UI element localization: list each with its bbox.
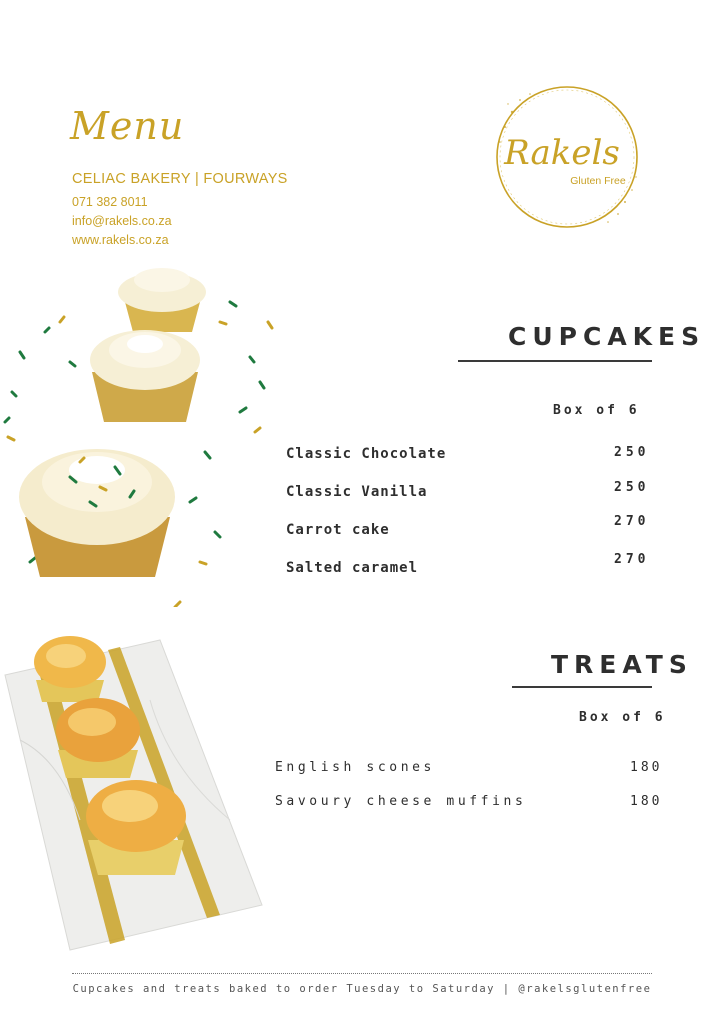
logo-brand: Rakels — [504, 133, 620, 173]
menu-title: Menu — [70, 104, 185, 148]
muffin-2 — [56, 698, 140, 778]
phone-number[interactable]: 071 382 8011 — [72, 195, 148, 209]
cupcake-item-name: Classic Chocolate — [286, 446, 447, 462]
treats-heading: TREATS — [551, 650, 693, 679]
cupcake-item-name: Salted caramel — [286, 560, 419, 576]
logo-tagline: Gluten Free — [570, 175, 626, 187]
footer-note: Cupcakes and treats baked to order Tuesday to Saturday | @rakelsglutenfree — [72, 983, 652, 995]
cupcake-middle — [90, 330, 200, 422]
cupcake-item-price: 270 — [614, 552, 650, 567]
muffin-3 — [86, 780, 186, 875]
treat-item-price: 180 — [630, 794, 663, 809]
website-link[interactable]: www.rakels.co.za — [72, 233, 169, 247]
cupcake-front — [19, 449, 175, 577]
cupcakes-heading: CUPCAKES — [508, 322, 706, 351]
treat-item-price: 180 — [630, 760, 663, 775]
bakery-subtitle: CELIAC BAKERY | FOURWAYS — [72, 171, 288, 187]
cupcakes-photo — [0, 262, 280, 607]
treats-box-label: Box of 6 — [579, 710, 666, 725]
cupcake-item-name: Carrot cake — [286, 522, 390, 538]
muffins-photo — [0, 620, 270, 965]
treats-divider — [512, 686, 652, 688]
cupcake-item-name: Classic Vanilla — [286, 484, 428, 500]
email-link[interactable]: info@rakels.co.za — [72, 214, 172, 228]
cupcake-top — [118, 268, 206, 332]
cupcake-item-price: 250 — [614, 480, 650, 495]
footer-divider — [72, 973, 652, 974]
rakels-logo — [490, 82, 644, 232]
cupcake-item-price: 250 — [614, 445, 650, 460]
cupcakes-box-label: Box of 6 — [553, 403, 640, 418]
cupcakes-divider — [458, 360, 652, 362]
treat-item-name: English scones — [275, 760, 435, 775]
treat-item-name: Savoury cheese muffins — [275, 794, 527, 809]
cupcake-item-price: 270 — [614, 514, 650, 529]
muffin-1 — [34, 636, 106, 702]
